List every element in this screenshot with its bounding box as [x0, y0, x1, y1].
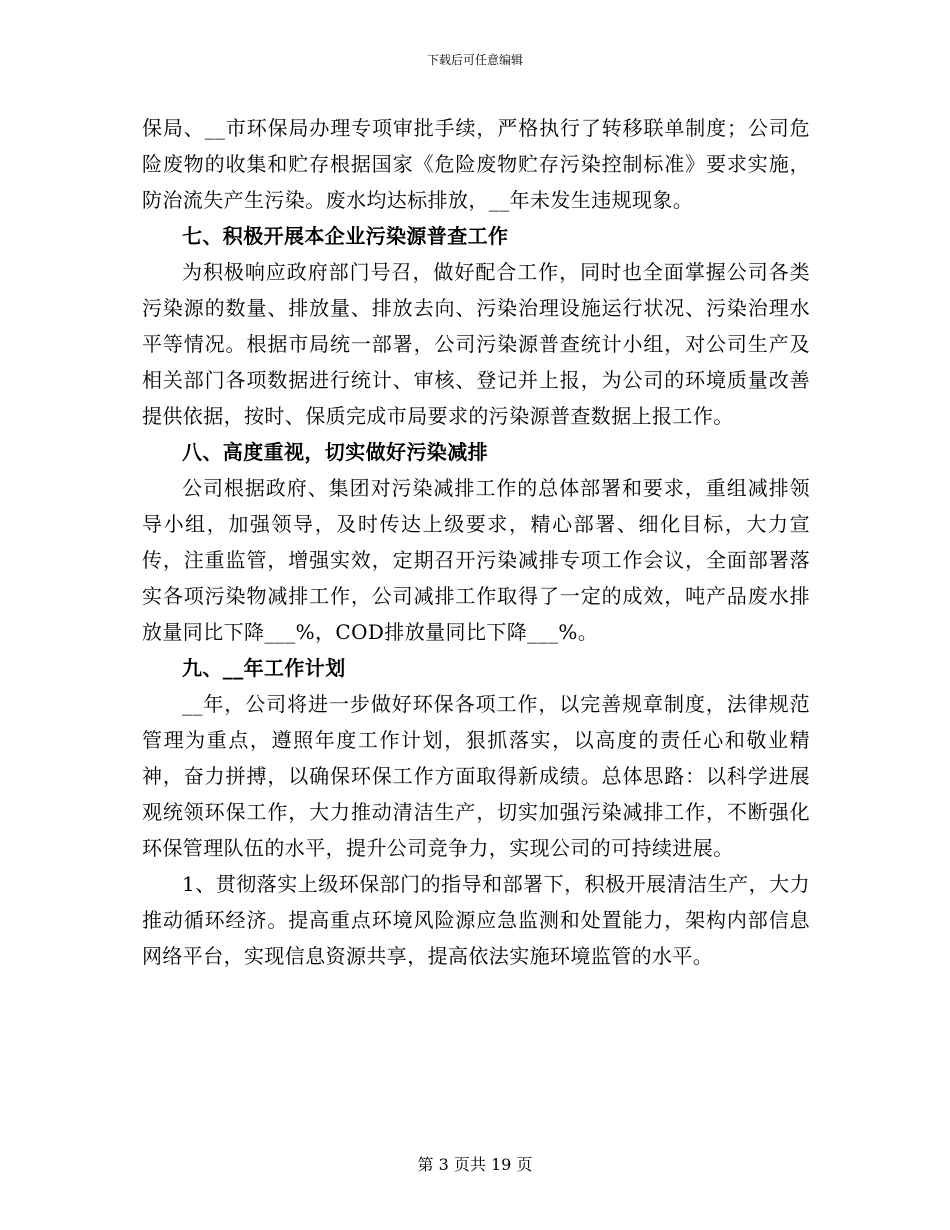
section-heading-9: 九、__年工作计划: [182, 656, 346, 680]
paragraph-section-8: 公司根据政府、集团对污染减排工作的总体部署和要求，重组减排领导小组，加强领导，及时传达上级要求，精心部署、细化目标，大力宣传，注重监管，增强实效，定期召开污染减排专项工作会议，全面部署落实各项污染物减排工作，公司减排工作取得了一定的成效，吨产品废水排放量同比下降___%，COD排放量同比下降___%。: [142, 476, 810, 644]
paragraph-intro: 保局、__市环保局办理专项审批手续，严格执行了转移联单制度；公司危险废物的收集和贮存根据国家《危险废物贮存污染控制标准》要求实施，防治流失产生污染。废水均达标排放，__年未发生违规现象。: [142, 116, 810, 212]
paragraph-section-9: __年，公司将进一步做好环保各项工作，以完善规章制度，法律规范管理为重点，遵照年度工作计划，狠抓落实，以高度的责任心和敬业精神，奋力拼搏，以确保环保工作方面取得新成绩。总体思路：以科学进展观统领环保工作，大力推动清洁生产，切实加强污染减排工作，不断强化环保管理队伍的水平，提升公司竞争力，实现公司的可持续进展。: [142, 692, 810, 860]
page-content: [142, 110, 810, 974]
page-header: 下载后可任意编辑: [426, 53, 523, 67]
paragraph-section-7: 为积极响应政府部门号召，做好配合工作，同时也全面掌握公司各类污染源的数量、排放量、排放去向、污染治理设施运行状况、污染治理水平等情况。根据市局统一部署，公司污染源普查统计小组，对公司生产及相关部门各项数据进行统计、审核、登记并上报，为公司的环境质量改善提供依据，按时、保质完成市局要求的污染源普查数据上报工作。: [142, 260, 810, 428]
paragraph-plan-item-1: 1、贯彻落实上级环保部门的指导和部署下，积极开展清洁生产，大力推动循环经济。提高重点环境风险源应急监测和处置能力，架构内部信息网络平台，实现信息资源共享，提高依法实施环境监管的水平。: [142, 872, 810, 968]
section-heading-8: 八、高度重视，切实做好污染减排: [182, 440, 488, 464]
section-heading-7: 七、积极开展本企业污染源普查工作: [182, 224, 509, 248]
page-footer: 第 3 页共 19 页: [417, 1155, 533, 1174]
